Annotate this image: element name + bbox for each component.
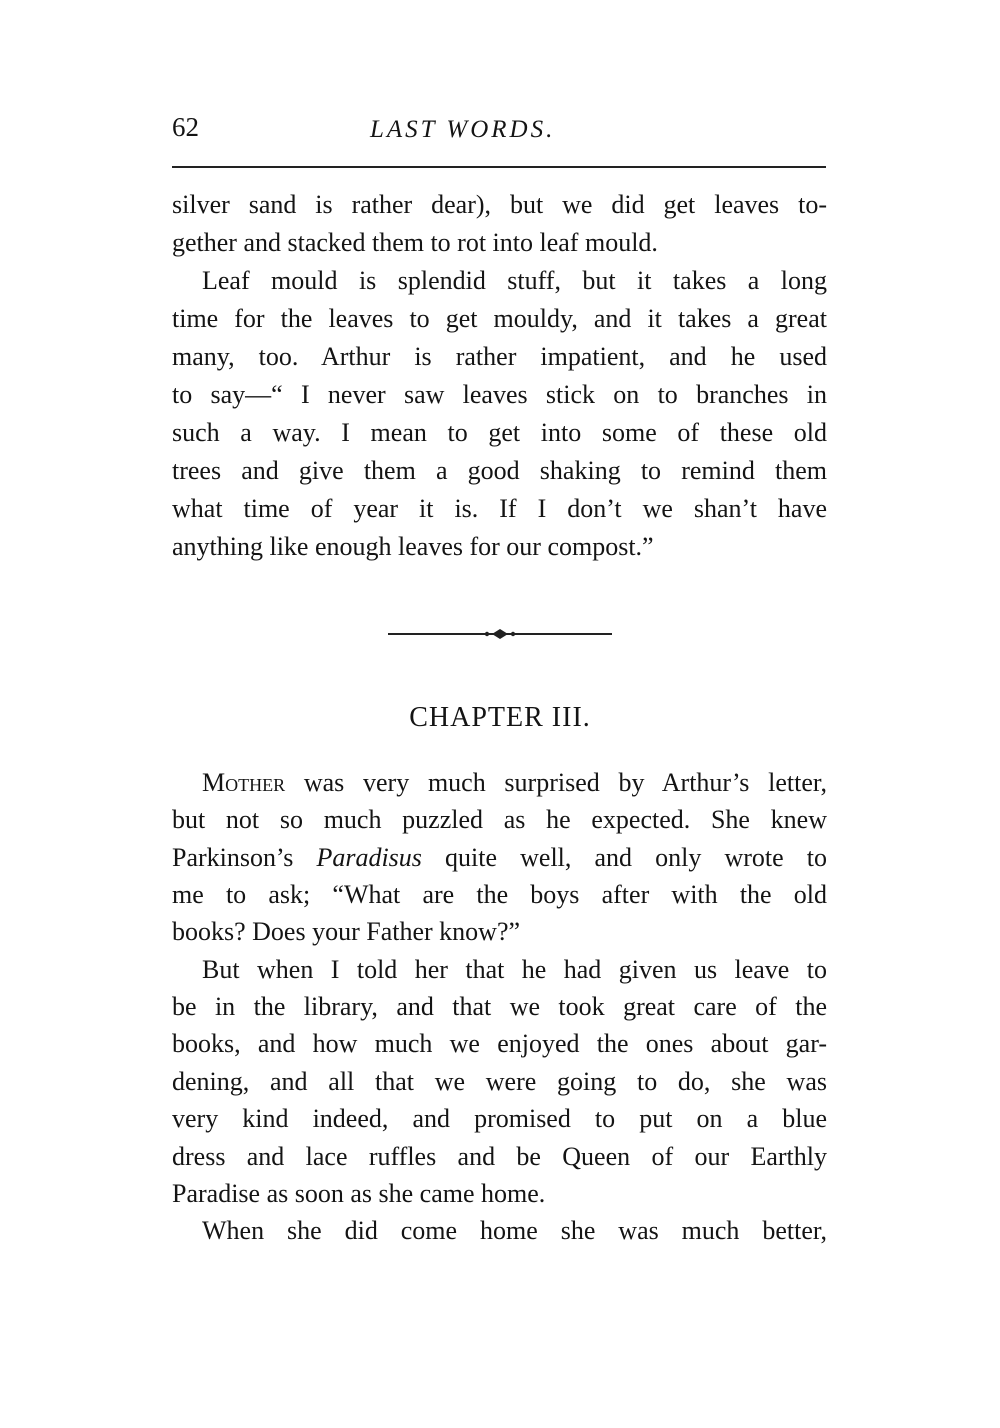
text-line: very kind indeed, and promised to put on a blue (172, 1104, 827, 1133)
text-line: me to ask; “What are the boys after with the old (172, 880, 827, 909)
text-line: books, and how much we enjoyed the ones about gar- (172, 1029, 827, 1058)
text-line: but not so much puzzled as he expected. She knew (172, 805, 827, 834)
running-head: LAST WORDS. (370, 116, 556, 143)
opening-word: Mother (202, 768, 286, 797)
text-line: trees and give them a good shaking to remind them (172, 456, 827, 485)
text-line: But when I told her that he had given us leave to (202, 955, 827, 984)
first-line-rest: was very much surprised by Arthur’s letter, (285, 768, 827, 797)
text-line: be in the library, and that we took great care of the (172, 992, 827, 1021)
line-segment: quite well, and only wrote to (421, 843, 828, 872)
text-line: silver sand is rather dear), but we did get leaves to- (172, 190, 827, 219)
text-line: such a way. I mean to get into some of these old (172, 418, 827, 447)
text-line: what time of year it is. If I don’t we shan’t have (172, 494, 827, 523)
text-line: books? Does your Father know?” (172, 917, 521, 946)
text-line: to say—“ I never saw leaves stick on to branches in (172, 380, 827, 409)
line-segment: Parkinson’s (172, 843, 317, 872)
chapter-first-line (202, 764, 827, 802)
text-line: Leaf mould is splendid stuff, but it takes a long (202, 266, 827, 295)
text-line: dress and lace ruffles and be Queen of our Earthly (172, 1142, 827, 1171)
text-line: anything like enough leaves for our compost.” (172, 532, 654, 561)
text-line: When she did come home she was much better, (202, 1216, 827, 1245)
text-line: Paradise as soon as she came home. (172, 1179, 546, 1208)
chapter-title: CHAPTER III. (409, 702, 591, 733)
header-rule (172, 166, 826, 168)
text-line: dening, and all that we were going to do, she was (172, 1067, 827, 1096)
page-number: 62 (172, 112, 199, 142)
text-line: gether and stacked them to rot into leaf mould. (172, 228, 658, 257)
text-line (172, 839, 827, 877)
book-title-italic: Paradisus (316, 843, 422, 872)
text-line: many, too. Arthur is rather impatient, and he used (172, 342, 827, 371)
text-line: time for the leaves to get mouldy, and it takes a great (172, 304, 827, 333)
section-divider-ornament (388, 628, 612, 640)
